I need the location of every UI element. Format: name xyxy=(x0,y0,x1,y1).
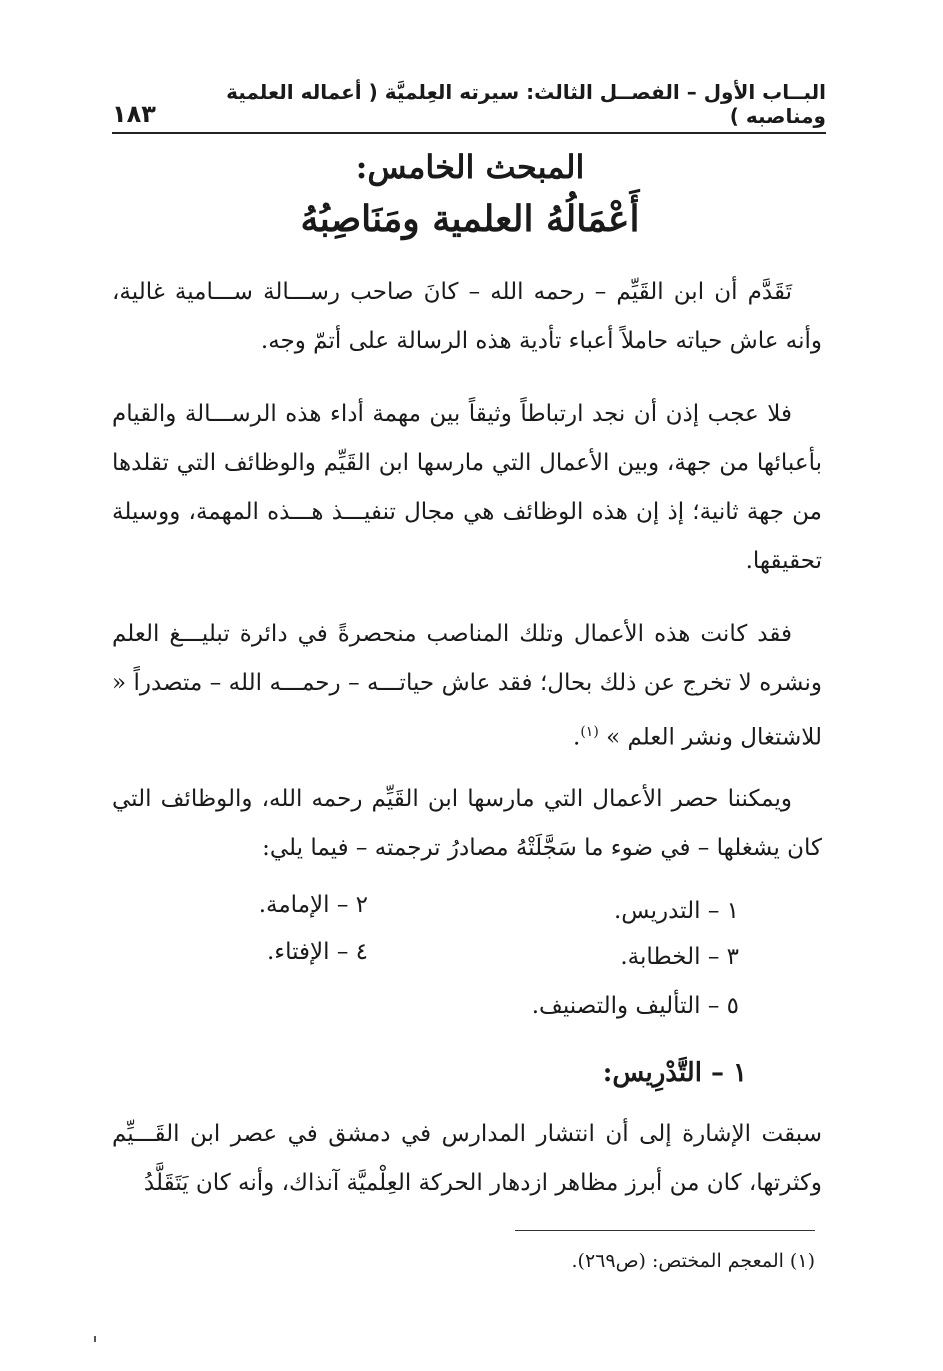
page-number: ١٨٣ xyxy=(112,100,156,128)
paragraph xyxy=(112,1110,822,1208)
paragraph-text: فلا عجب إذن أن نجد ارتباطاً وثيقاً بين مهمة أداء هذه الرســـالة والقيام بأعبائها من جهة، وبين الأعمال التي مارسها ابن القَيِّم والوظائف التي تقلدها من جهة ثانية؛ إذ إن هذه الوظائف هي مجال تنفيـــذ هـــذه المهمة، ووسيلة تحقيقها. xyxy=(112,401,822,574)
running-title: البــاب الأول – الفصــل الثالث: سيرته العِلميَّة ( أعماله العلمية ومناصبه ) xyxy=(226,80,826,128)
list-item-fatwa: ٤ – الإفتاء. xyxy=(266,939,368,965)
section-subtitle: أَعْمَالُهُ العلمية ومَنَاصِبُهُ xyxy=(300,198,640,240)
paragraph-text: تَقَدَّم أن ابن القَيِّم – رحمه الله – كانَ صاحب رســـالة ســـامية غالية، وأنه عاش حياته حاملاً أعباء تأدية هذه الرسالة على أتمّ وجه. xyxy=(112,279,822,354)
paragraph xyxy=(112,268,822,366)
paragraph xyxy=(112,610,822,763)
running-header xyxy=(112,80,826,134)
paragraph-text: سبقت الإشارة إلى أن انتشار المدارس في دمشق في عصر ابن القَـــيِّم وكثرتها، كان من أبرز مظاهر ازدهار الحركة العِلْميَّة آنذاك، وأنه كان يَتَقَلَّدُ xyxy=(112,1121,822,1196)
footnote-reference: (١) xyxy=(580,724,599,740)
list-item-sermon: ٣ – الخطابة. xyxy=(620,944,739,970)
list-item-imamate: ٢ – الإمامة. xyxy=(258,892,368,918)
paragraph-text: فقد كانت هذه الأعمال وتلك المناصب منحصرةً في دائرة تبليـــغ العلم ونشره لا تخرج عن ذلك بحال؛ فقد عاش حياتـــه – رحمـــه الله – متصدراً « للاشتغال ونشر العلم » xyxy=(112,621,822,751)
section-title: المبحث الخامس: xyxy=(355,148,585,186)
list-item-authorship: ٥ – التأليف والتصنيف. xyxy=(531,993,739,1019)
scan-mark xyxy=(94,1336,96,1342)
footnote-divider xyxy=(515,1230,815,1231)
paragraph xyxy=(112,775,822,873)
subsection-heading: ١ – التَّدْرِيس: xyxy=(602,1058,747,1088)
paragraph-text: ويمكننا حصر الأعمال التي مارسها ابن القَيِّم رحمه الله، والوظائف التي كان يشغلها – في ضوء ما سَجَّلَتْهُ مصادرُ ترجمته – فيما يلي: xyxy=(112,786,822,861)
list-item-teaching: ١ – التدريس. xyxy=(613,898,739,924)
paragraph xyxy=(112,390,822,586)
footnote: (١) المعجم المختص: (ص٢٦٩). xyxy=(571,1250,815,1272)
paragraph-end: . xyxy=(573,724,581,751)
